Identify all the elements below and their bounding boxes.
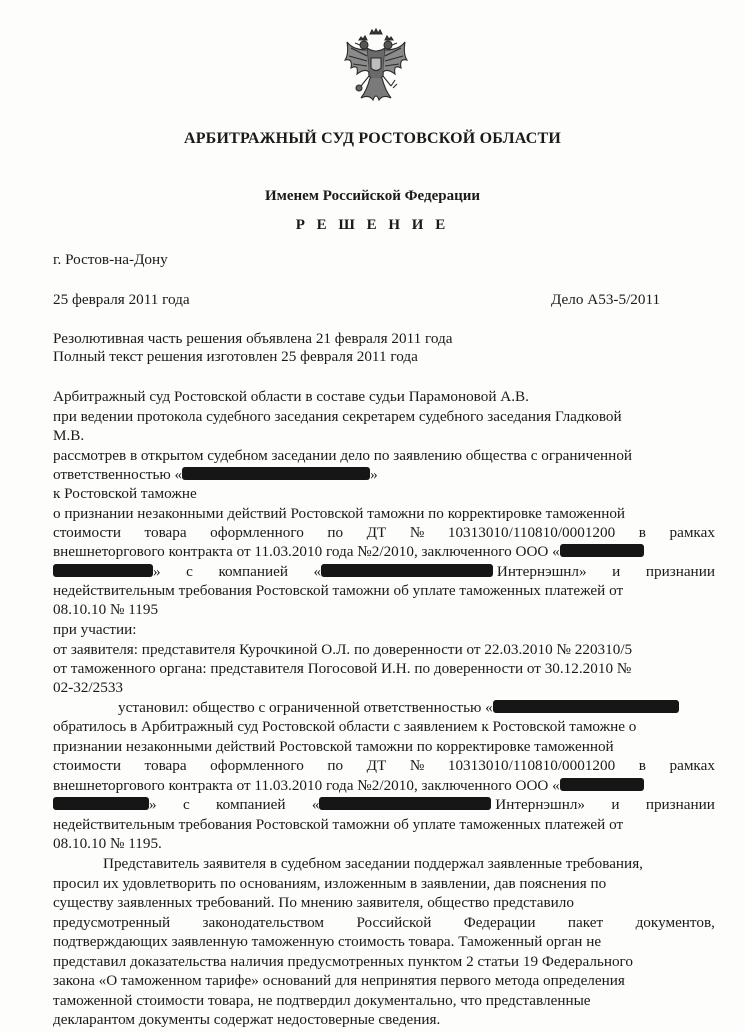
- text-line-justified: [53, 561, 715, 582]
- city: г. Ростов-на-Дону: [53, 251, 168, 268]
- word: по: [327, 757, 344, 774]
- redaction-bar: [321, 564, 493, 577]
- text-line: от заявителя: представителя Курочкиной О.Л. по доверенности от 22.03.2010 № 220310/5: [53, 641, 633, 658]
- text-line: [118, 697, 679, 718]
- text-line: недействительным требования Ростовской таможни об уплате таможенных платежей от: [53, 582, 624, 599]
- text-line: подтверждающих заявленную таможенную стоимость товара. Таможенный орган не: [53, 933, 602, 950]
- text-line: [53, 775, 644, 796]
- word: пакет: [567, 914, 604, 931]
- word: оформленного: [210, 524, 304, 541]
- text-line: просил их удовлетворить по основаниям, изложенным в заявлении, дав пояснения по: [53, 875, 607, 892]
- case-number: Дело А53-5/2011: [551, 291, 661, 308]
- text-line: к Ростовской таможне: [53, 485, 197, 502]
- word: и: [612, 563, 621, 580]
- text-line: недействительным требования Ростовской таможни об уплате таможенных платежей от: [53, 816, 624, 833]
- text-fragment: »: [149, 796, 157, 813]
- word: с: [186, 563, 193, 580]
- text-line: [53, 541, 644, 562]
- word: с: [182, 796, 190, 813]
- word: Российской: [356, 914, 432, 931]
- word: ДТ: [366, 757, 387, 774]
- court-title: АРБИТРАЖНЫЙ СУД РОСТОВСКОЙ ОБЛАСТИ: [183, 130, 562, 147]
- resolution-line: Резолютивная часть решения объявлена 21 февраля 2011 года: [53, 330, 453, 347]
- text-fragment: Интернэшнл»: [496, 563, 587, 580]
- coat-of-arms-emblem: [343, 28, 409, 110]
- in-the-name-heading: Именем Российской Федерации: [264, 188, 481, 204]
- text-fragment: внешнеторгового контракта от 11.03.2010 года №2/2010, заключенного ООО «: [53, 543, 560, 560]
- text-line-justified: [53, 912, 715, 933]
- text-fragment: »: [153, 563, 161, 580]
- redaction-bar: [319, 797, 491, 810]
- word: стоимости: [53, 757, 121, 774]
- text-line-justified: [53, 755, 715, 776]
- text-line: таможенной стоимости товара, не подтвердил документально, что представленные: [53, 992, 591, 1009]
- text-line: при участии:: [53, 621, 137, 638]
- word: в: [638, 757, 646, 774]
- text-fragment: »: [370, 466, 378, 483]
- text-line: Арбитражный суд Ростовской области в составе судьи Парамоновой А.В.: [53, 388, 529, 405]
- text-line: существу заявленных требований. По мнению заявителя, общество представило: [53, 894, 574, 911]
- word: 10313010/110810/0001200: [447, 524, 616, 541]
- text-fragment: «: [313, 563, 322, 580]
- text-line: закона «О таможенном тарифе» оснований для непринятия первого метода определения: [53, 972, 625, 989]
- text-line: обратилось в Арбитражный суд Ростовской области с заявлением к Ростовской таможне о: [53, 718, 637, 735]
- word: законодательством: [202, 914, 325, 931]
- redaction-bar: [53, 564, 153, 577]
- text-fragment: [53, 794, 157, 815]
- word: товара: [144, 757, 187, 774]
- decision-heading: Р Е Ш Е Н И Е: [295, 217, 450, 233]
- text-line: от таможенного органа: представителя Погосовой И.Н. по доверенности от 30.12.2010 №: [53, 660, 632, 677]
- word: по: [327, 524, 344, 541]
- text-line: Представитель заявителя в судебном заседании поддержал заявленные требования,: [103, 855, 643, 872]
- text-line-justified: [53, 522, 715, 543]
- redaction-bar: [560, 778, 644, 791]
- text-fragment: [53, 561, 161, 582]
- word: предусмотренный: [53, 914, 171, 931]
- text-line: признании незаконными действий Ростовской таможни по корректировке таможенной: [53, 738, 614, 755]
- redaction-bar: [493, 700, 679, 713]
- word: №: [409, 524, 425, 541]
- text-line: 08.10.10 № 1195.: [53, 835, 162, 852]
- text-fragment: внешнеторгового контракта от 11.03.2010 года №2/2010, заключенного ООО «: [53, 777, 560, 794]
- text-line: представил доказательства наличия предусмотренных пунктом 2 статьи 19 Федерального: [53, 953, 633, 970]
- decision-date: 25 февраля 2011 года: [53, 291, 190, 308]
- text-fragment: Интернэшнл»: [495, 796, 585, 813]
- redaction-bar: [53, 797, 149, 810]
- full-text-line: Полный текст решения изготовлен 25 февраля 2011 года: [53, 348, 418, 365]
- word: стоимости: [53, 524, 121, 541]
- word: компанией: [216, 796, 286, 813]
- word: компанией: [218, 563, 288, 580]
- text-fragment: ответственностью «: [53, 466, 183, 483]
- word: ДТ: [366, 524, 387, 541]
- text-fragment: [312, 794, 585, 815]
- word: №: [409, 757, 425, 774]
- text-line: 02-32/2533: [53, 679, 124, 696]
- word: оформленного: [210, 757, 304, 774]
- text-fragment: [314, 561, 587, 582]
- text-fragment: «: [311, 796, 320, 813]
- text-line-justified: [53, 794, 715, 815]
- word: рамках: [669, 757, 715, 774]
- redaction-bar: [560, 544, 644, 557]
- redaction-bar: [182, 467, 370, 480]
- text-line: 08.10.10 № 1195: [53, 601, 159, 618]
- text-line: декларантом документы содержат недостоверные сведения.: [53, 1011, 441, 1028]
- text-line: при ведении протокола судебного заседания секретарем судебного заседания Гладковой: [53, 408, 622, 425]
- word: в: [638, 524, 646, 541]
- text-fragment: установил: общество с ограниченной ответственностью «: [118, 699, 493, 716]
- word: товара: [144, 524, 187, 541]
- text-line: о признании незаконными действий Ростовской таможни по корректировке таможенной: [53, 505, 626, 522]
- text-line: рассмотрев в открытом судебном заседании дело по заявлению общества с ограниченной: [53, 447, 633, 464]
- word: документов,: [635, 914, 715, 931]
- text-line: [53, 464, 378, 485]
- text-line: М.В.: [53, 427, 85, 444]
- word: и: [611, 796, 620, 813]
- word: признании: [645, 796, 715, 813]
- word: Федерации: [463, 914, 536, 931]
- word: 10313010/110810/0001200: [447, 757, 616, 774]
- word: рамках: [669, 524, 715, 541]
- word: признании: [645, 563, 715, 580]
